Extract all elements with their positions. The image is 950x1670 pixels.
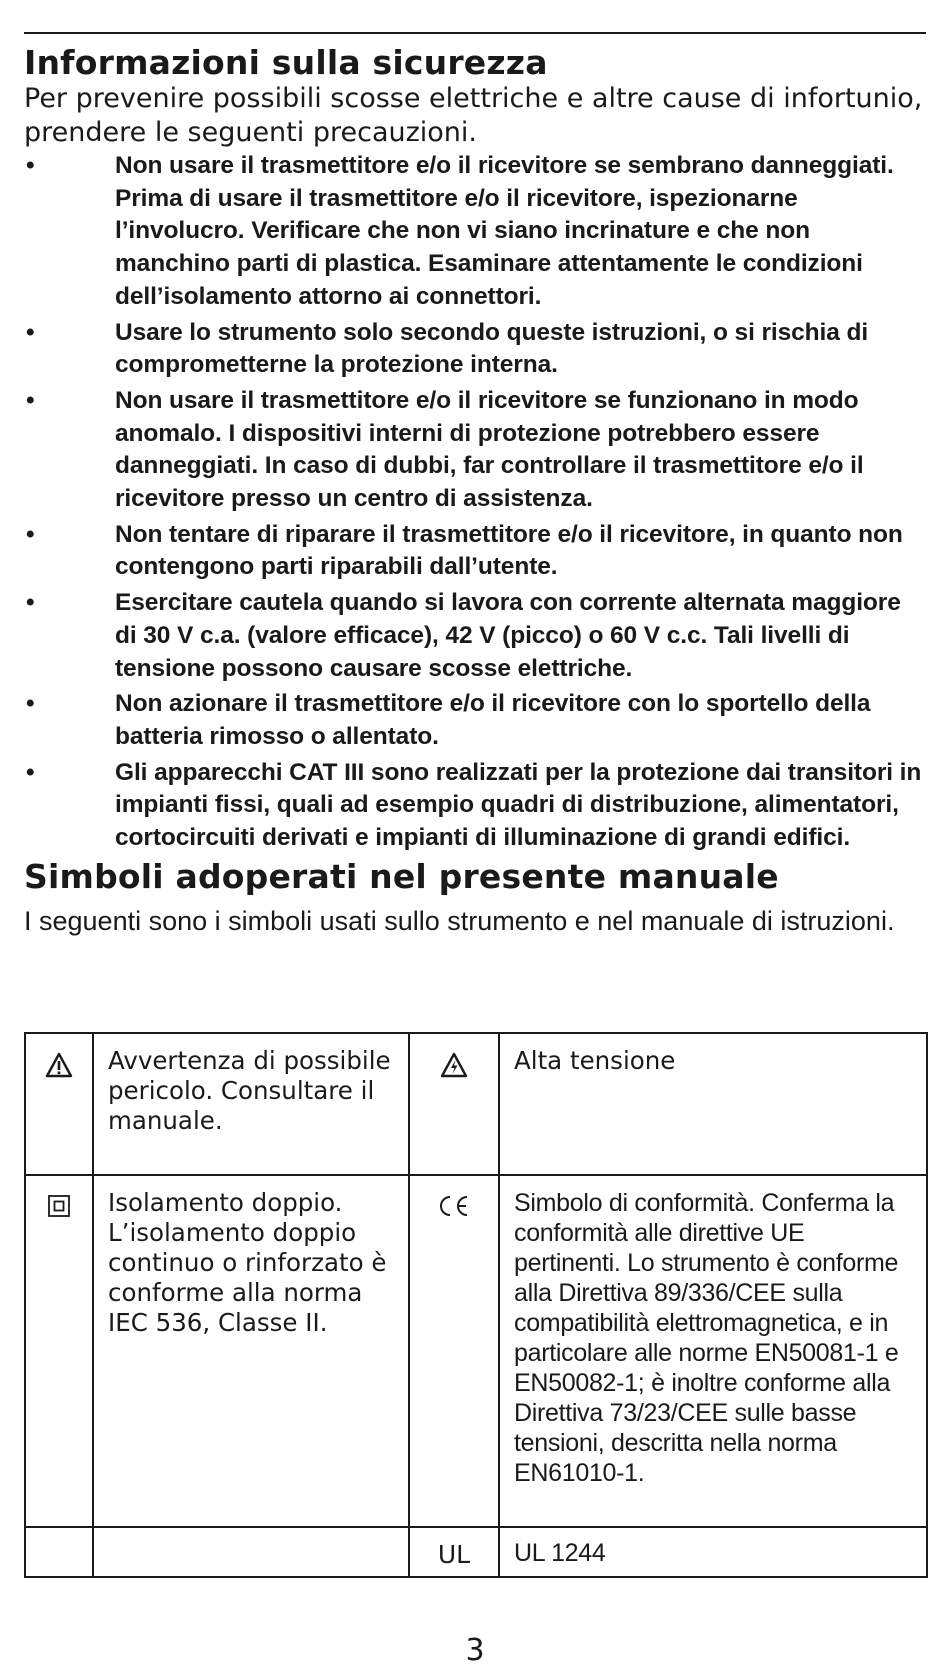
list-item bbox=[24, 519, 928, 584]
ce-mark-icon bbox=[437, 1194, 471, 1222]
top-rule bbox=[24, 32, 926, 34]
list-item-text: Non usare il trasmettitore e/o il ricevitore se sembrano danneggiati. Prima di usare il trasmettitore e/o il ricevitore, ispezionarne l’involucro. Verificare che non vi siano incrinature e che non manchino parti di plastica. Esaminare attentamente le condizioni dell’isolamento attorno ai connettori. bbox=[115, 152, 894, 310]
list-item-text: Non usare il trasmettitore e/o il ricevitore se funzionano in modo anomalo. I dispositivi interni di protezione potrebbero essere danneggiati. In caso di dubbi, far controllare il trasmettitore e/o il ricevitore presso un centro di assistenza. bbox=[115, 386, 864, 513]
symbol-cell bbox=[409, 1175, 499, 1527]
list-item bbox=[24, 317, 928, 382]
table-row bbox=[25, 1527, 927, 1577]
bullet-glyph: • bbox=[26, 690, 35, 718]
list-item bbox=[24, 587, 928, 685]
warning-triangle-icon bbox=[45, 1052, 73, 1082]
list-item-text: Non tentare di riparare il trasmettitore e/o il ricevitore, in quanto non contengono parti riparabili dall’utente. bbox=[115, 520, 903, 581]
symbol-cell bbox=[409, 1527, 499, 1577]
safety-heading: Informazioni sulla sicurezza bbox=[24, 43, 548, 82]
symbols-table bbox=[24, 1032, 928, 1578]
symbol-cell bbox=[25, 1527, 93, 1577]
high-voltage-triangle-icon bbox=[440, 1052, 468, 1082]
double-insulation-icon bbox=[47, 1194, 71, 1222]
list-item bbox=[24, 757, 928, 855]
symbol-cell bbox=[409, 1033, 499, 1175]
table-row bbox=[25, 1033, 927, 1175]
symbol-description bbox=[93, 1527, 409, 1577]
bullet-glyph: • bbox=[26, 386, 35, 414]
symbol-description: Alta tensione bbox=[499, 1033, 927, 1175]
table-row bbox=[25, 1175, 927, 1527]
bullet-glyph: • bbox=[26, 589, 35, 617]
list-item bbox=[24, 150, 928, 314]
symbol-description: Isolamento doppio. L’isolamento doppio continuo o rinforzato è conforme alla norma IEC 536, Classe II. bbox=[93, 1175, 409, 1527]
safety-intro: Per prevenire possibili scosse elettriche e altre cause di infortunio, prendere le seguenti precauzioni. bbox=[24, 83, 923, 148]
symbol-cell bbox=[25, 1033, 93, 1175]
bullet-glyph: • bbox=[26, 758, 35, 786]
ul-symbol: UL bbox=[437, 1540, 471, 1569]
bullet-glyph: • bbox=[26, 152, 35, 179]
symbols-intro: I seguenti sono i simboli usati sullo strumento e nel manuale di istruzioni. bbox=[24, 905, 895, 936]
symbol-cell bbox=[25, 1175, 93, 1527]
bullet-glyph: • bbox=[26, 318, 35, 346]
list-item-text: Non azionare il trasmettitore e/o il ricevitore con lo sportello della batteria rimosso o allentato. bbox=[115, 690, 871, 750]
list-item bbox=[24, 688, 928, 753]
symbol-description: UL 1244 bbox=[499, 1527, 927, 1577]
list-item-text: Usare lo strumento solo secondo queste istruzioni, o si rischia di comprometterne la protezione interna. bbox=[115, 318, 869, 379]
symbol-description: Avvertenza di possibile pericolo. Consultare il manuale. bbox=[93, 1033, 409, 1175]
safety-list bbox=[24, 150, 928, 855]
page-content bbox=[24, 44, 928, 939]
symbols-heading: Simboli adoperati nel presente manuale bbox=[24, 856, 779, 896]
symbol-description: Simbolo di conformità. Conferma la conformità alle direttive UE pertinenti. Lo strumento è conforme alla Direttiva 89/336/CEE sulla compatibilità elettromagnetica, e in particolare alle norme EN50081-1 e EN50082-1; è inoltre conforme alla Direttiva 73/23/CEE sulle basse tensioni, descritta nella norma EN61010-1. bbox=[499, 1175, 927, 1527]
list-item bbox=[24, 385, 928, 516]
list-item-text: Gli apparecchi CAT III sono realizzati per la protezione dai transitori in impianti fissi, quali ad esempio quadri di distribuzione, alimentatori, cortocircuiti derivati e impianti di illuminazione di grandi edifici. bbox=[115, 758, 922, 852]
bullet-glyph: • bbox=[26, 520, 35, 548]
list-item-text: Esercitare cautela quando si lavora con corrente alternata maggiore di 30 V c.a. (valore efficace), 42 V (picco) o 60 V c.c. Tali livelli di tensione possono causare scosse elettriche. bbox=[115, 589, 901, 682]
page-number: 3 bbox=[465, 1633, 485, 1668]
